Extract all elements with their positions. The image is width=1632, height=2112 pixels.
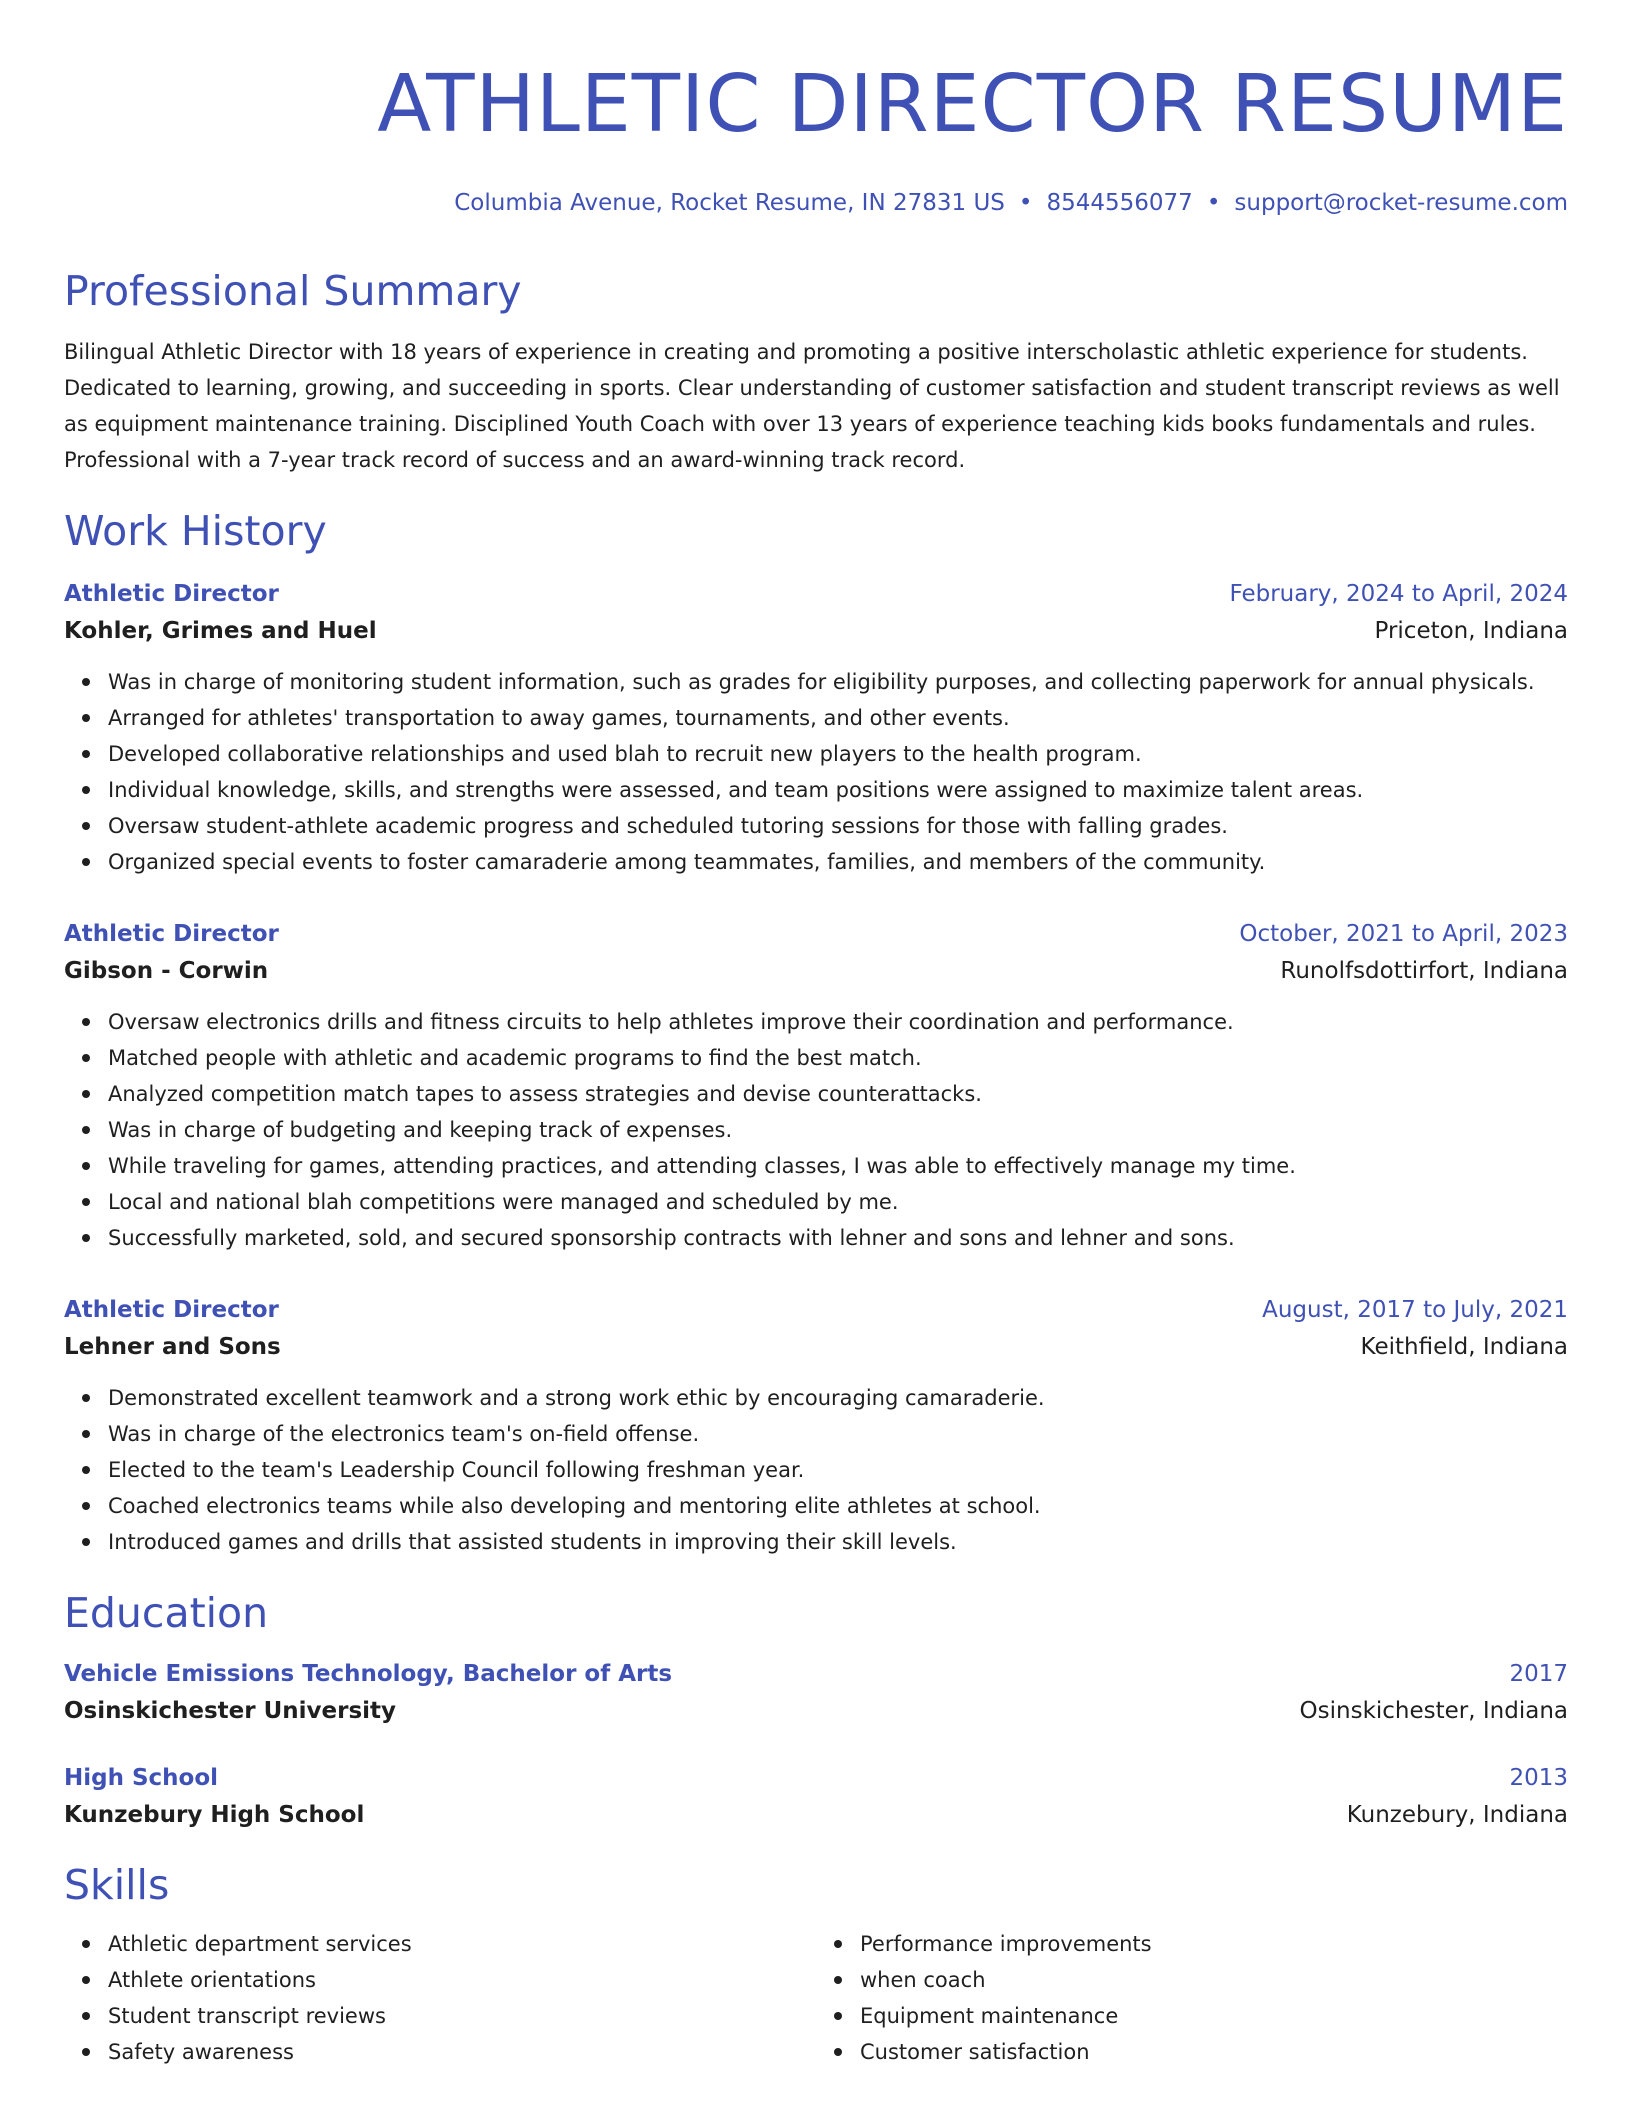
- skill-item: Performance improvements: [860, 1926, 1568, 1962]
- job-bullet: Organized special events to foster camaraderie among teammates, families, and members of the community.: [108, 844, 1568, 880]
- skills-list: [816, 1926, 1568, 2070]
- job-company: Gibson - Corwin: [64, 958, 269, 984]
- education-entry: [64, 1760, 1568, 1834]
- education-school: Kunzebury High School: [64, 1802, 365, 1828]
- job-bullet: Matched people with athletic and academic programs to find the best match.: [108, 1040, 1568, 1076]
- job-bullet: Arranged for athletes' transportation to away games, tournaments, and other events.: [108, 700, 1568, 736]
- job-role: Athletic Director: [64, 1297, 279, 1323]
- contact-email[interactable]: support@rocket-resume.com: [1234, 190, 1568, 216]
- job-entry: [64, 1292, 1568, 1560]
- skill-item: when coach: [860, 1962, 1568, 1998]
- education-location: Kunzebury, Indiana: [1346, 1802, 1568, 1828]
- job-role: Athletic Director: [64, 921, 279, 947]
- education-entry: [64, 1656, 1568, 1730]
- skills-list: [64, 1926, 816, 2070]
- skills-column-right: [816, 1926, 1568, 2070]
- job-dates: February, 2024 to April, 2024: [1229, 581, 1568, 607]
- job-bullet: Developed collaborative relationships and used blah to recruit new players to the health program.: [108, 736, 1568, 772]
- education-degree: High School: [64, 1765, 219, 1791]
- job-bullet: Analyzed competition match tapes to assess strategies and devise counterattacks.: [108, 1076, 1568, 1112]
- skills-column-left: [64, 1926, 816, 2070]
- skill-item: Equipment maintenance: [860, 1998, 1568, 2034]
- job-location: Runolfsdottirfort, Indiana: [1280, 958, 1568, 984]
- job-bullets: [64, 664, 1568, 880]
- job-entry: [64, 916, 1568, 1256]
- skills-heading: Skills: [64, 1861, 170, 1909]
- job-company: Lehner and Sons: [64, 1334, 281, 1360]
- contact-separator: •: [1018, 190, 1033, 216]
- job-bullet: Was in charge of budgeting and keeping track of expenses.: [108, 1112, 1568, 1148]
- skills-grid: [64, 1926, 1568, 2070]
- job-bullet: Successfully marketed, sold, and secured sponsorship contracts with lehner and sons and lehner and sons.: [108, 1220, 1568, 1256]
- job-dates: August, 2017 to July, 2021: [1262, 1297, 1568, 1323]
- job-bullet: Was in charge of monitoring student information, such as grades for eligibility purposes, and collecting paperwork for annual physicals.: [108, 664, 1568, 700]
- skill-item: Customer satisfaction: [860, 2034, 1568, 2070]
- job-bullets: [64, 1380, 1568, 1560]
- job-role: Athletic Director: [64, 581, 279, 607]
- job-bullet: Was in charge of the electronics team's on-field offense.: [108, 1416, 1568, 1452]
- job-location: Priceton, Indiana: [1374, 618, 1568, 644]
- job-bullet: Local and national blah competitions were managed and scheduled by me.: [108, 1184, 1568, 1220]
- education-year: 2017: [1509, 1661, 1568, 1687]
- education-school: Osinskichester University: [64, 1698, 397, 1724]
- resume-title: ATHLETIC DIRECTOR RESUME: [377, 58, 1568, 150]
- job-company: Kohler, Grimes and Huel: [64, 618, 377, 644]
- job-bullet: Oversaw electronics drills and fitness circuits to help athletes improve their coordination and performance.: [108, 1004, 1568, 1040]
- education-degree: Vehicle Emissions Technology, Bachelor of Arts: [64, 1661, 673, 1687]
- job-bullet: While traveling for games, attending practices, and attending classes, I was able to effectively manage my time.: [108, 1148, 1568, 1184]
- education-year: 2013: [1509, 1765, 1568, 1791]
- skill-item: Athletic department services: [108, 1926, 816, 1962]
- contact-separator: •: [1206, 190, 1221, 216]
- job-entry: [64, 576, 1568, 880]
- summary-heading: Professional Summary: [64, 267, 522, 315]
- work-history-heading: Work History: [64, 507, 327, 555]
- job-location: Keithfield, Indiana: [1360, 1334, 1568, 1360]
- job-bullet: Individual knowledge, skills, and strengths were assessed, and team positions were assigned to maximize talent areas.: [108, 772, 1568, 808]
- job-bullet: Oversaw student-athlete academic progress and scheduled tutoring sessions for those with falling grades.: [108, 808, 1568, 844]
- job-dates: October, 2021 to April, 2023: [1239, 921, 1568, 947]
- job-bullets: [64, 1004, 1568, 1256]
- education-location: Osinskichester, Indiana: [1299, 1698, 1568, 1724]
- contact-address: Columbia Avenue, Rocket Resume, IN 27831 US: [454, 190, 1005, 216]
- job-bullet: Elected to the team's Leadership Council following freshman year.: [108, 1452, 1568, 1488]
- contact-phone: 8544556077: [1046, 190, 1193, 216]
- skill-item: Athlete orientations: [108, 1962, 816, 1998]
- education-heading: Education: [64, 1589, 269, 1637]
- job-bullet: Introduced games and drills that assisted students in improving their skill levels.: [108, 1524, 1568, 1560]
- job-bullet: Demonstrated excellent teamwork and a strong work ethic by encouraging camaraderie.: [108, 1380, 1568, 1416]
- contact-line: [64, 188, 1568, 218]
- job-bullet: Coached electronics teams while also developing and mentoring elite athletes at school.: [108, 1488, 1568, 1524]
- skill-item: Student transcript reviews: [108, 1998, 816, 2034]
- skill-item: Safety awareness: [108, 2034, 816, 2070]
- summary-text: Bilingual Athletic Director with 18 years of experience in creating and promoting a positive interscholastic athletic experience for students. Dedicated to learning, growing, and succeeding in sports. Clear understanding of customer satisfaction and student transcript reviews as well as equipment maintenance training. Disciplined Youth Coach with over 13 years of experience teaching kids books fundamentals and rules. Professional with a 7-year track record of success and an award-winning track record.: [64, 340, 1560, 472]
